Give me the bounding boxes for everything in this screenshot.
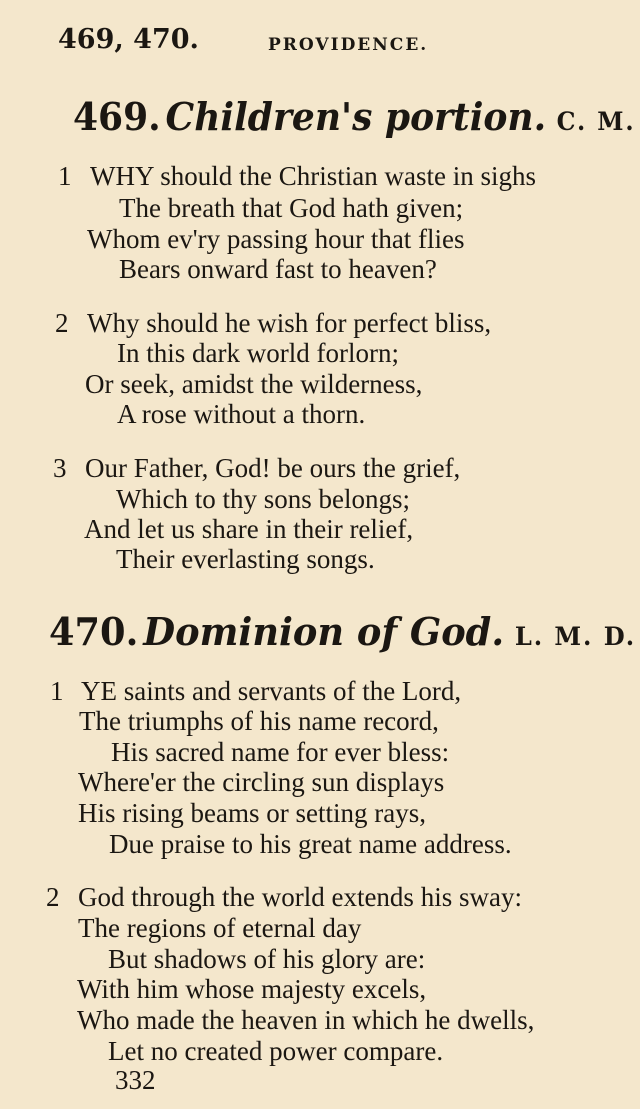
verse-line: YE saints and servants of the Lord, — [81, 676, 462, 706]
verse-line: Our Father, God! be ours the grief, — [85, 453, 461, 483]
verse-line: The triumphs of his name record, — [79, 706, 439, 736]
verse-line: Due praise to his great name address. — [109, 829, 512, 859]
verse-number: 2 — [46, 882, 60, 912]
page-range: 469, 470. — [58, 24, 199, 55]
verse-line: His rising beams or setting rays, — [78, 798, 426, 828]
verse-line: Let no created power compare. — [108, 1036, 444, 1066]
verse-line: A rose without a thorn. — [117, 399, 366, 429]
hymn-title: Children's portion. — [165, 94, 547, 139]
verse-line: Or seek, amidst the wilderness, — [85, 369, 423, 399]
hymn-number: 470. — [49, 609, 139, 654]
hymn-number: 469. — [73, 94, 161, 139]
verse-line: In this dark world forlorn; — [117, 338, 399, 368]
verse-line: But shadows of his glory are: — [108, 944, 426, 974]
verse-line: The regions of eternal day — [78, 913, 362, 943]
page-number: 332 — [115, 1065, 156, 1095]
hymn-title: Dominion of God. — [143, 609, 505, 654]
verse-line: Their everlasting songs. — [116, 544, 375, 574]
verse-line: Who made the heaven in which he dwells, — [77, 1005, 535, 1035]
hymn-heading — [49, 609, 636, 654]
verse-number: 2 — [55, 308, 69, 338]
verse-number: 1 — [50, 676, 64, 706]
verse-line: And let us share in their relief, — [84, 514, 414, 544]
verse-line: The breath that God hath given; — [119, 193, 464, 223]
verse-line: Whom ev'ry passing hour that flies — [87, 224, 465, 254]
hymn-meter: L. M. D. — [514, 622, 637, 651]
verse-line: His sacred name for ever bless: — [111, 737, 450, 767]
verse-line: Why should he wish for perfect bliss, — [87, 308, 492, 338]
verse-number: 1 — [58, 161, 72, 191]
section-title: PROVIDENCE. — [268, 35, 429, 55]
verse-line: Bears onward fast to heaven? — [119, 254, 437, 284]
verse-line: God through the world extends his sway: — [78, 882, 522, 912]
verse-line: Where'er the circling sun displays — [78, 767, 445, 797]
verse-line: With him whose majesty excels, — [77, 974, 427, 1004]
verse-number: 3 — [53, 453, 67, 483]
verse-line: WHY should the Christian waste in sighs — [90, 161, 536, 191]
hymn-heading — [73, 94, 636, 139]
hymn-meter: C. M. — [556, 107, 636, 136]
verse-line: Which to thy sons belongs; — [116, 484, 410, 514]
